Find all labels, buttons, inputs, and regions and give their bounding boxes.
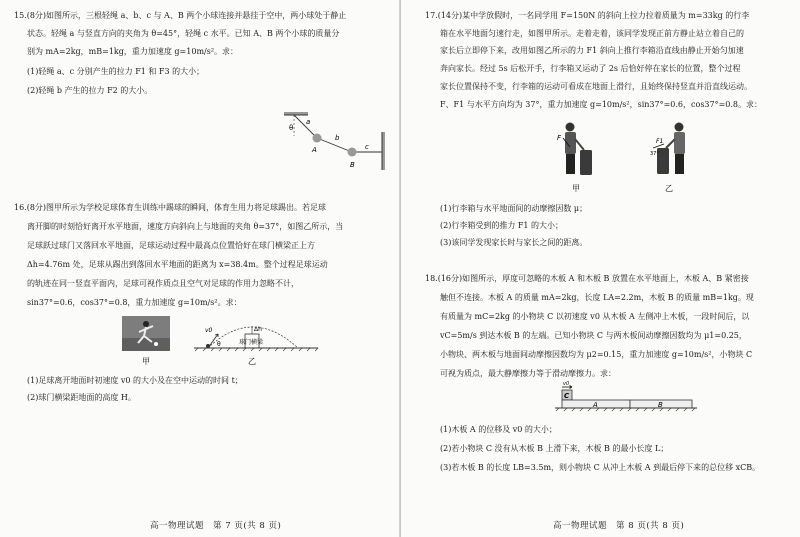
q17-question-2: (2)行李箱受到的推力 F1 的大小； [440, 221, 564, 230]
rope-a-label: a [306, 118, 311, 126]
q16-figure-yi [190, 316, 325, 368]
v0-label: v0 [563, 381, 570, 387]
q17-line-3: 家长后立即停下来，改用如图乙所示的力 F1 斜向上推行李箱沿直线由静止开始匀加速 [440, 46, 744, 55]
q15-line-3: 别为 mA=2kg，mB=1kg，重力加速度 g=10m/s²。求： [27, 47, 239, 56]
force-label: F [557, 134, 562, 142]
theta-label: θ [217, 341, 221, 348]
theta-label: θ [289, 124, 294, 132]
q17-figure-jia [556, 117, 601, 195]
q18-figure [551, 381, 701, 416]
q18-line-1: 18.(16分)如图所示，厚度可忽略的木板 A 和木板 B 放置在水平地面上，木板 A、B 紧密接 [425, 274, 749, 283]
dh-label: Δh [254, 326, 262, 333]
q16-line-2: 离开脚的时刻恰好离开水平地面，速度方向斜向上与地面的夹角 θ=37°，如图乙所示，当 [27, 222, 344, 231]
q18-line-3: 有质量为 mC=2kg 的小物块 C 以初速度 v0 从木板 A 左侧冲上木板，一段时间后，以 [440, 312, 750, 321]
player-head [143, 321, 149, 327]
figure-jia-label: 甲 [572, 184, 580, 193]
suitcase [580, 150, 592, 175]
q16-line-4: Δh=4.76m 处，足球从踢出到落回水平地面的距离为 x=38.4m。整个过程足球运动 [27, 260, 328, 269]
q17-line-4: 奔向家长。经过 5s 后松开手，行李箱又运动了 2s 后恰好停在家长的位置，整个过程 [440, 64, 741, 73]
right-page-footer: 高一物理试题 第 8 页(共 8 页) [553, 521, 685, 531]
ball-b-label: B [350, 161, 355, 169]
q17-line-5: 家长位置保持不变，行李箱的运动可看成在地面上滑行，且始终保持竖直并沿直线运动。 [440, 82, 752, 91]
ball-a [313, 134, 322, 143]
student-head [675, 123, 684, 132]
q16-line-6: sin37°=0.6，cos37°=0.8，重力加速度 g=10m/s²。求： [27, 298, 242, 307]
ball [206, 344, 210, 348]
q16-line-5: 的轨迹在同一竖直平面内，足球可视作质点且空气对足球的作用力忽略不计， [27, 279, 299, 288]
goal-label: 球门横梁 [239, 339, 264, 346]
board-a-label: A [593, 401, 598, 409]
q16-line-3: 足球跃过球门又落回水平地面，足球运动过程中最高点位置恰好在球门横梁正上方 [27, 241, 315, 250]
q17-figure-yi [649, 117, 694, 195]
photo-ball [154, 342, 158, 346]
q17-question-3: (3)该同学发现家长时与家长之间的距离。 [440, 238, 588, 247]
q15-question-1: (1)轻绳 a、c 分别产生的拉力 F1 和 F3 的大小； [27, 67, 205, 76]
figure-yi-label: 乙 [665, 184, 673, 193]
q17-line-1: 17.(14分)某中学放假时，一名同学用 F=150N 的斜向上拉力拉着质量为 m=33kg 的行李 [425, 11, 750, 20]
q18-line-4: vC=5m/s 到达木板 B 的左端。已知小物块 C 与两木板间动摩擦因数均为 μ1=0.25， [440, 331, 747, 340]
f1-label: F1 [656, 138, 664, 145]
student-legs [675, 154, 684, 174]
rope-b-label: b [335, 134, 340, 142]
figure-jia-label: 甲 [142, 357, 150, 366]
student-body [674, 132, 685, 154]
q15-line-2: 状态。轻绳 a 与竖直方向的夹角为 θ=45°，轻绳 c 水平。已知 A、B 两个小球的质量分 [27, 29, 340, 38]
q18-line-5: 小物块、两木板与地面间动摩擦因数均为 μ2=0.15，重力加速度 g=10m/s²，小物块 C [440, 350, 753, 359]
q17-question-1: (1)行李箱与水平地面间的动摩擦因数 μ； [440, 204, 588, 213]
q18-question-3: (3)若木板 B 的长度 LB=3.5m，则小物块 C 从冲上木板 A 到最后停下来的总位移 xCB。 [440, 463, 761, 472]
figure-yi-label: 乙 [248, 357, 256, 366]
q18-question-1: (1)木板 A 的位移及 v0 的大小； [440, 425, 557, 434]
pull-arm [575, 139, 584, 150]
right-page [401, 0, 800, 537]
student-legs [566, 154, 575, 174]
photo-field [122, 338, 170, 351]
board-b-label: B [658, 401, 663, 409]
q16-question-2: (2)球门横梁距地面的高度 H。 [27, 393, 136, 402]
q15-line-1: 15.(8分)如图所示，三根轻绳 a、b、c 与 A、B 两个小球连接并悬挂于空中，两小球处于静止 [14, 11, 347, 20]
q18-question-2: (2)若小物块 C 没有从木板 B 上滑下来，木板 B 的最小长度 L； [440, 444, 669, 453]
angle-label: 37° [650, 151, 659, 157]
ball-a-label: A [312, 146, 317, 154]
q18-line-6: 可视为质点，最大静摩擦力等于滑动摩擦力。求： [440, 369, 616, 378]
rope-c-label: c [365, 143, 369, 151]
block-c-label: C [564, 392, 570, 400]
q16-question-1: (1)足球离开地面时初速度 v0 的大小及在空中运动的时间 t； [27, 376, 243, 385]
v0-label: v0 [205, 327, 213, 334]
q15-figure [270, 108, 395, 173]
q16-figure-jia [122, 316, 170, 368]
q18-line-2: 触但不连接。木板 A 的质量 mA=2kg，长度 LA=2.2m，木板 B 的质量 mB=1kg。现 [440, 293, 754, 302]
push-arm [666, 139, 675, 148]
q17-line-2: 箱在水平地面匀速行走，如图甲所示。走着走着，该同学发现正前方静止站立着自己的 [440, 29, 744, 38]
q17-line-6: F、F1 与水平方向均为 37°，重力加速度 g=10m/s²，sin37°=0.6，cos37°=0.8。求： [440, 100, 763, 109]
left-page [0, 0, 399, 537]
left-page-footer: 高一物理试题 第 7 页(共 8 页) [150, 521, 282, 531]
ball-b [348, 148, 357, 157]
q16-line-1: 16.(8分)图甲所示为学校足球体育生训练中踢球的瞬间，体育生用力将足球踢出。若足球 [14, 203, 327, 212]
q15-question-2: (2)轻绳 b 产生的拉力 F2 的大小。 [27, 86, 153, 95]
student-head [566, 123, 575, 132]
